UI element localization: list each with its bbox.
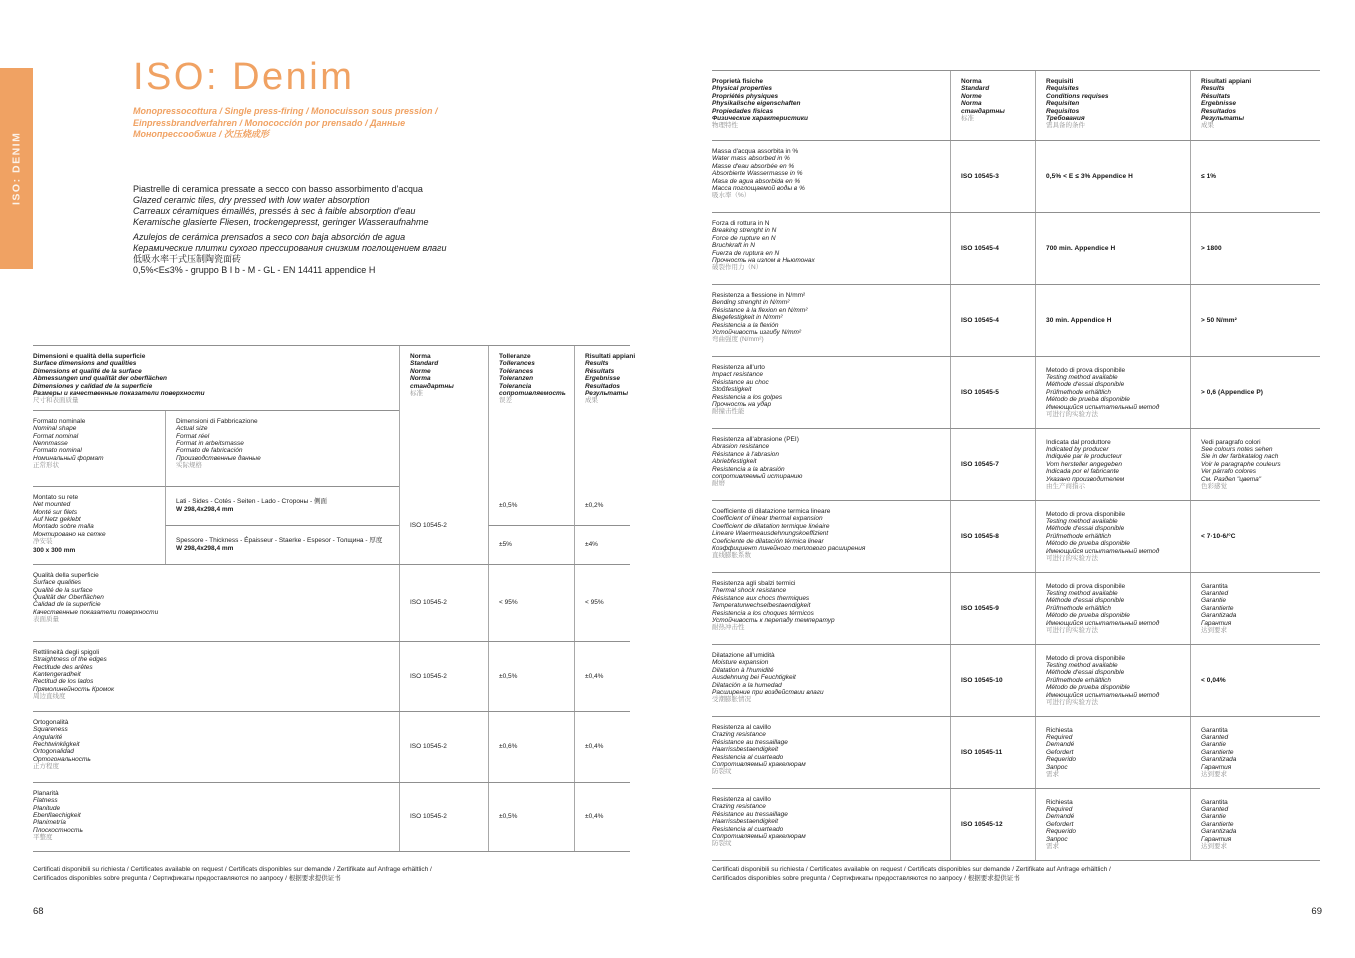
property-cell: Massa d'acqua assorbita in % Water mass absorbed in % Masse d'eau absorbée en % Absorbierte Wassermasse in % Masa de agua absorbida en % Масса поглощаемой воды в % 吸水率（%） <box>712 148 805 200</box>
header-surface-dimensions: Dimensioni e qualità della superficie Surface dimensions and qualities Dimensions et qualité de la surface Abmessungen und qualität der oberflächen Dimensiones y calidad de la superficie Размеры и качественные показатели поверхности 尺寸和表面质量 <box>33 346 399 411</box>
empty-cell <box>488 411 574 487</box>
requirement-cell: Metodo di prova disponibile Testing method available Méthode d'essai disponible Prüfmethode erhältlich Método de prueba disponible Имеющийся испытательный метод 可进行的实验方法 <box>1035 357 1190 428</box>
standard-cell: ISO 10545-2 <box>399 712 488 782</box>
tolerance-cell: ±5% <box>488 526 574 564</box>
property-cell: Rettilineità degli spigoli Straightness of the edges Rectitude des arêtes Kantengeradheit Rectitud de los lados Прямолинейность Кромок 周边直线度 <box>33 648 115 701</box>
empty-cell <box>399 411 488 487</box>
nominal-format-cell: Formato nominale Nominal shape Format nominal Nennmasse Formato nominal Номинальный формат 正常形状 <box>33 411 165 487</box>
table-row-crazing-resistance-11 <box>712 717 1320 789</box>
standard-cell: ISO 10545-4 <box>950 285 1035 356</box>
standard-cell: ISO 10545-2 <box>399 783 488 851</box>
table-row-surface-quality <box>33 565 630 642</box>
left-page <box>0 0 677 958</box>
table-row-impact-resistance <box>712 357 1320 429</box>
thickness-label: Spessore - Thickness - Épaisseur - Staerke - Espesor - Толщина - 厚度 <box>176 536 383 544</box>
requirement-cell: Richiesta Required Demandé Gefordert Requerido Запрос 需求 <box>1035 717 1190 788</box>
requirement-cell: Indicata dal produttore Indicated by producer Indiquée par le producteur Vom hersteller angegeben Indicada por el fabricante Указано производителем 由生产商指示 <box>1035 429 1190 500</box>
result-cell: < 7·10-6/°C <box>1190 501 1320 572</box>
table-row-bending-strength <box>712 285 1320 357</box>
page-number-left: 68 <box>33 906 44 917</box>
header-standard: Norma Standard Norme Norma стандартны 标准 <box>399 346 488 411</box>
table-row-moisture-expansion <box>712 645 1320 717</box>
result-cell: > 1800 <box>1190 213 1320 284</box>
standard-cell: ISO 10545-3 <box>950 141 1035 212</box>
empty-cell <box>574 411 630 487</box>
product-description: Piastrelle di ceramica pressate a secco con basso assorbimento d'acqua Glazed ceramic tiles, dry pressed with low water absorption Carreaux céramiques émaillés, pressés à sec à faible absorption d'eau Keramische glasierte Fliesen, trockengepresst, geringer Wasseraufnahme Azulejos de cerámica prensados a seco con baja absorción de agua Керамические плитки сухого прессирования снизким поглощением влаги 低吸水率干式压制陶瓷面砖 0,5%<E≤3% - gruppo B I b - M - GL - EN 14411 appendice H <box>133 184 447 275</box>
certificates-footer: Certificati disponibili su richiesta / Certificates available on request / Certificats disponibles sur demande / Zertifikate auf Anfrage erhältlich / Certificados disponibles sobre pregunta / Сертификаты предоставляются по запросу / 根据要求提供证书 <box>712 866 1111 882</box>
requirement-cell: Metodo di prova disponibile Testing method available Méthode d'essai disponible Prüfmethode erhältlich Método de prueba disponible Имеющийся испытательный метод 可进行的实验方法 <box>1035 501 1190 572</box>
standard-cell: ISO 10545-5 <box>950 357 1035 428</box>
header-requisites: Requisiti Requisites Conditions requises Requisiten Requisitos Требования 需具备的条件 <box>1035 71 1190 140</box>
table-row-nominal-format <box>33 411 630 487</box>
sides-cell <box>165 487 399 526</box>
net-mounted-cell: Montato su rete Net mounted Monté sur filets Auf Netz geklebt Montado sobre malla Монтировано на сетке 净安装 300 x 300 mm <box>33 487 165 564</box>
result-cell: Garantita Garanted Garantie Garantierte Garantizada Гарантия 达到要求 <box>1190 789 1320 860</box>
sides-label: Lati - Sides - Cotés - Seiten - Lado - Стороны - 侧面 <box>176 497 327 505</box>
table-row-breaking-strength <box>712 213 1320 285</box>
requirement-cell: 30 min. Appendice H <box>1035 285 1190 356</box>
standard-cell: ISO 10545-12 <box>950 789 1035 860</box>
property-cell: Resistenza all'abrasione (PEI) Abrasion resistance Résistance à l'abrasion Abriebfestigkeit Resistencia a la abrasión сопротивляемый истиранию 耐磨 <box>712 436 803 488</box>
property-cell: Resistenza a flessione in N/mm² Bending strenght in N/mm² Résistance à la flexion en N/mm² Biegefestigkeit in N/mm² Resistencia a la flexión Устойчивость изгибу N/mm² 弯曲强度 (N/mm²) <box>712 292 808 344</box>
requirement-cell: Richiesta Required Demandé Gefordert Requerido Запрос 需求 <box>1035 789 1190 860</box>
chapter-tab-label: ISO: DENIM <box>10 131 23 206</box>
result-cell: Vedi paragrafo colori See colours notes sehen Sie in der farbkatalog nach Voir le paragraphe couleurs Ver párrafo colores См. Раздел "цвета" 色彩感觉 <box>1190 429 1320 500</box>
standard-cell: ISO 10545-10 <box>950 645 1035 716</box>
requirement-cell: 0,5% < E ≤ 3% Appendice H <box>1035 141 1190 212</box>
table-row-abrasion-resistance <box>712 429 1320 501</box>
property-cell: Forza di rottura in N Breaking strenght in N Force de rupture en N Bruchkraft in N Fuerza de ruptura en N Прочность на излом в Ньютонах 破裂作用力（N） <box>712 220 815 272</box>
chapter-tab <box>0 68 33 269</box>
page-title: ISO: Denim <box>133 56 355 98</box>
standard-cell: ISO 10545-7 <box>950 429 1035 500</box>
certificates-footer: Certificati disponibili su richiesta / Certificates available on request / Certificats disponibles sur demande / Zertifikate auf Anfrage erhältlich / Certificados disponibles sobre pregunta / Сертификаты предоставляются по запросу / 根据要求提供证书 <box>33 866 432 882</box>
actual-size-cell: Dimensioni di Fabbricazione Actual size Format réel Format in arbeitsmasse Formato de fabricación Производственные данные 实际规格 <box>165 411 399 487</box>
net-mounted-size: 300 x 300 mm <box>33 546 76 554</box>
table-row-water-absorption <box>712 141 1320 213</box>
table-row-squareness <box>33 712 630 783</box>
property-cell: Resistenza al cavillo Crazing resistance Résistance au tressaillage Haarrissbestaendigkeit Resistencia al cuarteado Сопротивляемый кракелюрам 防裂纹 <box>712 724 806 776</box>
dimensions-table <box>33 345 636 852</box>
standard-cell: ISO 10545-11 <box>950 717 1035 788</box>
property-cell: Resistenza agli sbalzi termici Thermal shock resistance Résistance aux chocs thermiques Temperaturwechselbestaendigkeit Resistencia a los choques térmicos Устойчивость к перепаду температур 耐热冲击性 <box>712 580 835 632</box>
table-row-crazing-resistance-12 <box>712 789 1320 861</box>
table-row-flatness <box>33 783 630 852</box>
standard-cell: ISO 10545-2 <box>399 642 488 711</box>
table-row-net-mounted <box>33 487 630 565</box>
result-cell: Garantita Garanted Garantie Garantierte Garantizada Гарантия 达到要求 <box>1190 717 1320 788</box>
dimensions-table-header <box>33 346 636 411</box>
standard-cell: ISO 10545-8 <box>950 501 1035 572</box>
table-row-thermal-shock <box>712 573 1320 645</box>
standard-cell: ISO 10545-9 <box>950 573 1035 644</box>
sides-value: W 298,4x298,4 mm <box>176 506 234 514</box>
result-cell: ±0,4% <box>574 783 630 851</box>
header-tolerances: Tolleranze Tollerances Tolérances Toleranzen Tolerancia сопротивляемость 误差 <box>488 346 574 411</box>
result-cell: ±0,2% <box>574 487 630 526</box>
physical-properties-table <box>712 70 1320 861</box>
header-results: Risultati appiani Results Résultats Ergebnisse Resultados Результаты 成果 <box>1190 71 1320 140</box>
header-results: Risultati appiani Results Résultats Ergebnisse Resultados Результаты 成果 <box>574 346 630 411</box>
property-cell: Planarità Flatness Planitude Ebenflaechigkeit Planimetría Плоскостность 平整度 <box>33 789 83 842</box>
result-cell: Garantita Garanted Garantie Garantierte Garantizada Гарантия 达到要求 <box>1190 573 1320 644</box>
tolerance-cell: ±0,5% <box>488 783 574 851</box>
tolerance-cell: ±0,5% <box>488 487 574 526</box>
result-cell: > 50 N/mm² <box>1190 285 1320 356</box>
standard-cell: ISO 10545-2 <box>399 565 488 641</box>
property-cell: Ortogonalità Squareness Angularité Rechtwinkligkeit Ortogonalidad Ортогональность 正方程度 <box>33 718 91 771</box>
page-subtitle: Monopressocottura / Single press-firing / Monocuisson sous pression / Einpressbrandverfahren / Monococción por prensado / Данные Монопрессообжиг / 次压烧成形 <box>133 106 438 139</box>
properties-table-header <box>712 71 1320 141</box>
right-page <box>677 0 1355 958</box>
property-cell: Coefficiente di dilatazione termica lineare Coefficient of linear thermal expansion Coefficient de dilatation termique linéaire Lineare Waermeausdehnungskoeffizient Coeficiente de dilatación térmica linear Коэффициент линейного теплового расширения 直线膨胀系数 <box>712 508 866 560</box>
table-row-thermal-expansion <box>712 501 1320 573</box>
property-cell: Qualità della superficie Surface qualities Qualité de la surface Qualität der Oberflächen Calidad de la superficie Качественные показатели поверхности 表面质量 <box>33 571 159 624</box>
requirement-cell: Metodo di prova disponibile Testing method available Méthode d'essai disponible Prüfmethode erhältlich Método de prueba disponible Имеющийся испытательный метод 可进行的实验方法 <box>1035 645 1190 716</box>
table-row-edge-straightness <box>33 642 630 712</box>
page-number-right: 69 <box>1311 906 1322 917</box>
result-cell: < 95% <box>574 565 630 641</box>
requirement-cell: Metodo di prova disponibile Testing method available Méthode d'essai disponible Prüfmethode erhältlich Método de prueba disponible Имеющийся испытательный метод 可进行的实验方法 <box>1035 573 1190 644</box>
property-cell: Resistenza all'urto Impact resistance Résistance au choc Stoßfestigkeit Resistencia a los golpes Прочность на удар 耐撞击性能 <box>712 364 783 416</box>
header-standard: Norma Standard Norme Norma стандартны 标准 <box>950 71 1035 140</box>
result-cell: ±0,4% <box>574 712 630 782</box>
result-cell: < 0,04% <box>1190 645 1320 716</box>
thickness-cell <box>165 526 399 564</box>
header-physical-properties: Proprietà fisiche Physical properties Propriétés physiques Physikalische eigenschaften Propiedades físicas Физические характеристики 物理特性 <box>712 78 809 130</box>
result-cell: ±0,4% <box>574 642 630 711</box>
requirement-cell: 700 min. Appendice H <box>1035 213 1190 284</box>
property-cell: Dilatazione all'umidità Moisture expansion Dilatation à l'humidité Ausdehnung bei Feuchtigkeit Dilatación a la humedad Расширение при воздействии влаги 受潮膨胀情况 <box>712 652 824 704</box>
tolerance-cell: < 95% <box>488 565 574 641</box>
tolerance-cell: ±0,6% <box>488 712 574 782</box>
result-cell: ≤ 1% <box>1190 141 1320 212</box>
result-cell: > 0,6 (Appendice P) <box>1190 357 1320 428</box>
thickness-value: W 298,4x298,4 mm <box>176 545 234 553</box>
standard-cell: ISO 10545-4 <box>950 213 1035 284</box>
property-cell: Resistenza al cavillo Crazing resistance Résistance au tressaillage Haarrissbestaendigkeit Resistencia al cuarteado Сопротивляемый кракелюрам 防裂纹 <box>712 796 806 848</box>
standard-cell: ISO 10545-2 <box>399 487 488 564</box>
result-cell: ±4% <box>574 526 630 564</box>
tolerance-cell: ±0,5% <box>488 642 574 711</box>
